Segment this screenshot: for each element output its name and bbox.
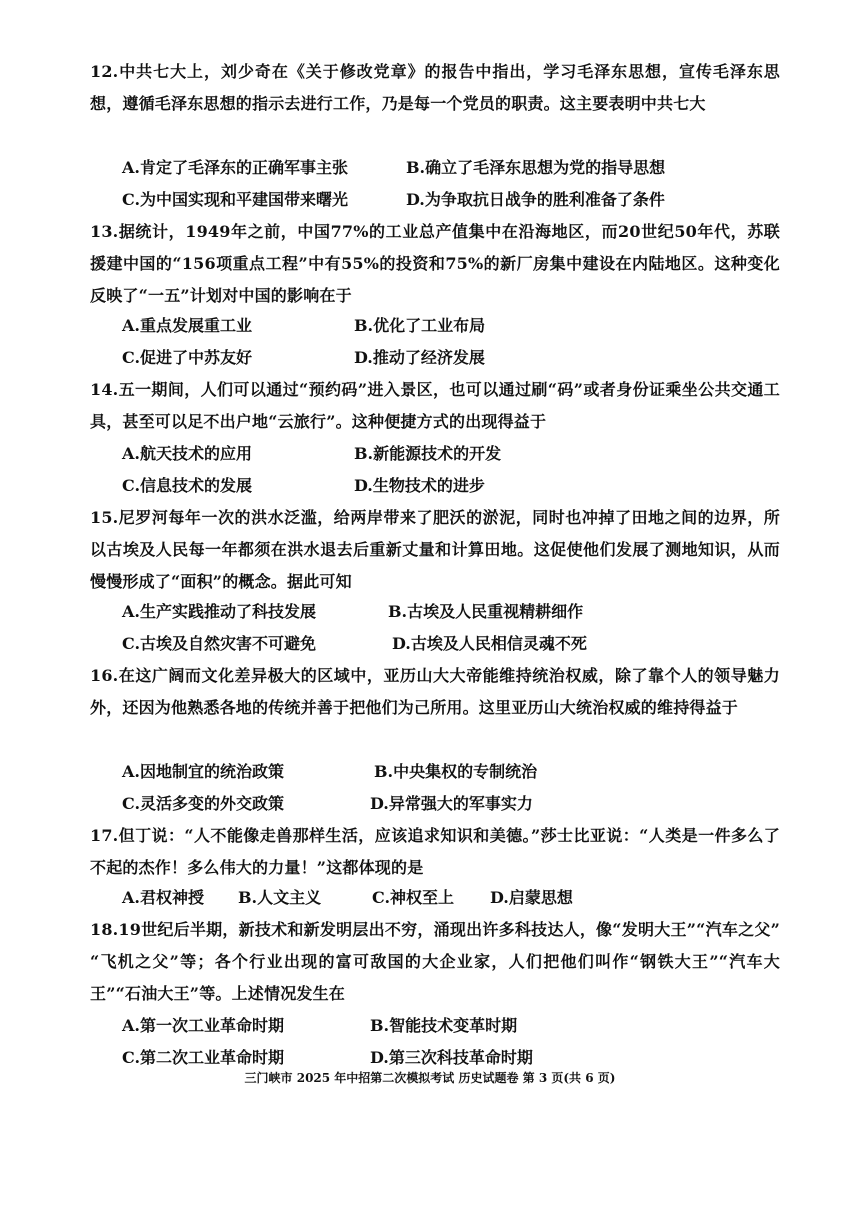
question-13-option-c: C.促进了中苏友好 xyxy=(122,348,253,367)
question-16-option-b: B.中央集权的专制统治 xyxy=(374,762,538,781)
question-17-option-c: C.神权至上 xyxy=(372,888,455,907)
question-15-option-c: C.古埃及自然灾害不可避免 xyxy=(122,634,317,653)
question-17-stem: 17.但丁说：“人不能像走兽那样生活，应该追求知识和美德。”莎士比亚说：“人类是一件多么了不起的杰作！多么伟大的力量！”这都体现的是 xyxy=(90,826,780,877)
question-15-option-d: D.古埃及人民相信灵魂不死 xyxy=(392,634,587,653)
question-14-stem: 14.五一期间，人们可以通过“预约码”进入景区，也可以通过刷“码”或者身份证乘坐公共交通工具，甚至可以足不出户地“云旅行”。这种便捷方式的出现得益于 xyxy=(90,380,780,431)
question-14-option-d: D.生物技术的进步 xyxy=(354,476,485,495)
question-12-option-b: B.确立了毛泽东思想为党的指导思想 xyxy=(406,158,666,177)
question-17-option-d: D.启蒙思想 xyxy=(490,888,573,907)
question-18-option-d: D.第三次科技革命时期 xyxy=(370,1048,533,1067)
question-12-option-d: D.为争取抗日战争的胜利准备了条件 xyxy=(406,190,665,209)
question-14-option-a: A.航天技术的应用 xyxy=(122,444,252,463)
question-15-stem: 15.尼罗河每年一次的洪水泛滥，给两岸带来了肥沃的淤泥，同时也冲掉了田地之间的边界，所以古埃及人民每一年都须在洪水退去后重新丈量和计算田地。这促使他们发展了测地知识，从而慢慢形成了“面积”的概念。据此可知 xyxy=(90,508,780,591)
question-17-option-b: B.人文主义 xyxy=(238,888,322,907)
question-16-option-a: A.因地制宜的统治政策 xyxy=(122,762,284,781)
question-13-option-a: A.重点发展重工业 xyxy=(122,316,252,335)
question-16-option-d: D.异常强大的军事实力 xyxy=(370,794,533,813)
question-18-stem: 18.19世纪后半期，新技术和新发明层出不穷，涌现出许多科技达人，像“发明大王”“汽车之父” “飞机之父”等；各个行业出现的富可敌国的大企业家，人们把他们叫作“钢铁大王”“汽车大王”“石油大王”等。上述情况发生在 xyxy=(90,920,780,1003)
question-13-option-b: B.优化了工业布局 xyxy=(354,316,486,335)
question-14-option-c: C.信息技术的发展 xyxy=(122,476,253,495)
question-15-option-b: B.古埃及人民重视精耕细作 xyxy=(388,602,584,621)
question-12-option-a: A.肯定了毛泽东的正确军事主张 xyxy=(122,158,348,177)
question-12-stem: 12.中共七大上，刘少奇在《关于修改党章》的报告中指出，学习毛泽东思想，宣传毛泽东思想，遵循毛泽东思想的指示去进行工作，乃是每一个党员的职责。这主要表明中共七大 xyxy=(90,62,780,113)
question-18-option-a: A.第一次工业革命时期 xyxy=(122,1016,284,1035)
question-15-option-a: A.生产实践推动了科技发展 xyxy=(122,602,316,621)
question-13-option-d: D.推动了经济发展 xyxy=(354,348,485,367)
page-footer: 三门峡市 2025 年中招第二次模拟考试 历史试题卷 第 3 页(共 6 页) xyxy=(244,1071,616,1085)
question-12-option-c: C.为中国实现和平建国带来曙光 xyxy=(122,190,349,209)
question-16-option-c: C.灵活多变的外交政策 xyxy=(122,794,285,813)
question-13-stem: 13.据统计，1949年之前，中国77%的工业总产值集中在沿海地区，而20世纪50年代，苏联援建中国的“156项重点工程”中有55%的投资和75%的新厂房集中建设在内陆地区。这种变化反映了“一五”计划对中国的影响在于 xyxy=(90,222,780,305)
question-18-option-c: C.第二次工业革命时期 xyxy=(122,1048,285,1067)
question-14-option-b: B.新能源技术的开发 xyxy=(354,444,502,463)
question-18-option-b: B.智能技术变革时期 xyxy=(370,1016,518,1035)
question-16-stem: 16.在这广阔而文化差异极大的区域中，亚历山大大帝能维持统治权威，除了靠个人的领导魅力外，还因为他熟悉各地的传统并善于把他们为己所用。这里亚历山大统治权威的维持得益于 xyxy=(90,666,780,717)
question-17-option-a: A.君权神授 xyxy=(122,888,204,907)
